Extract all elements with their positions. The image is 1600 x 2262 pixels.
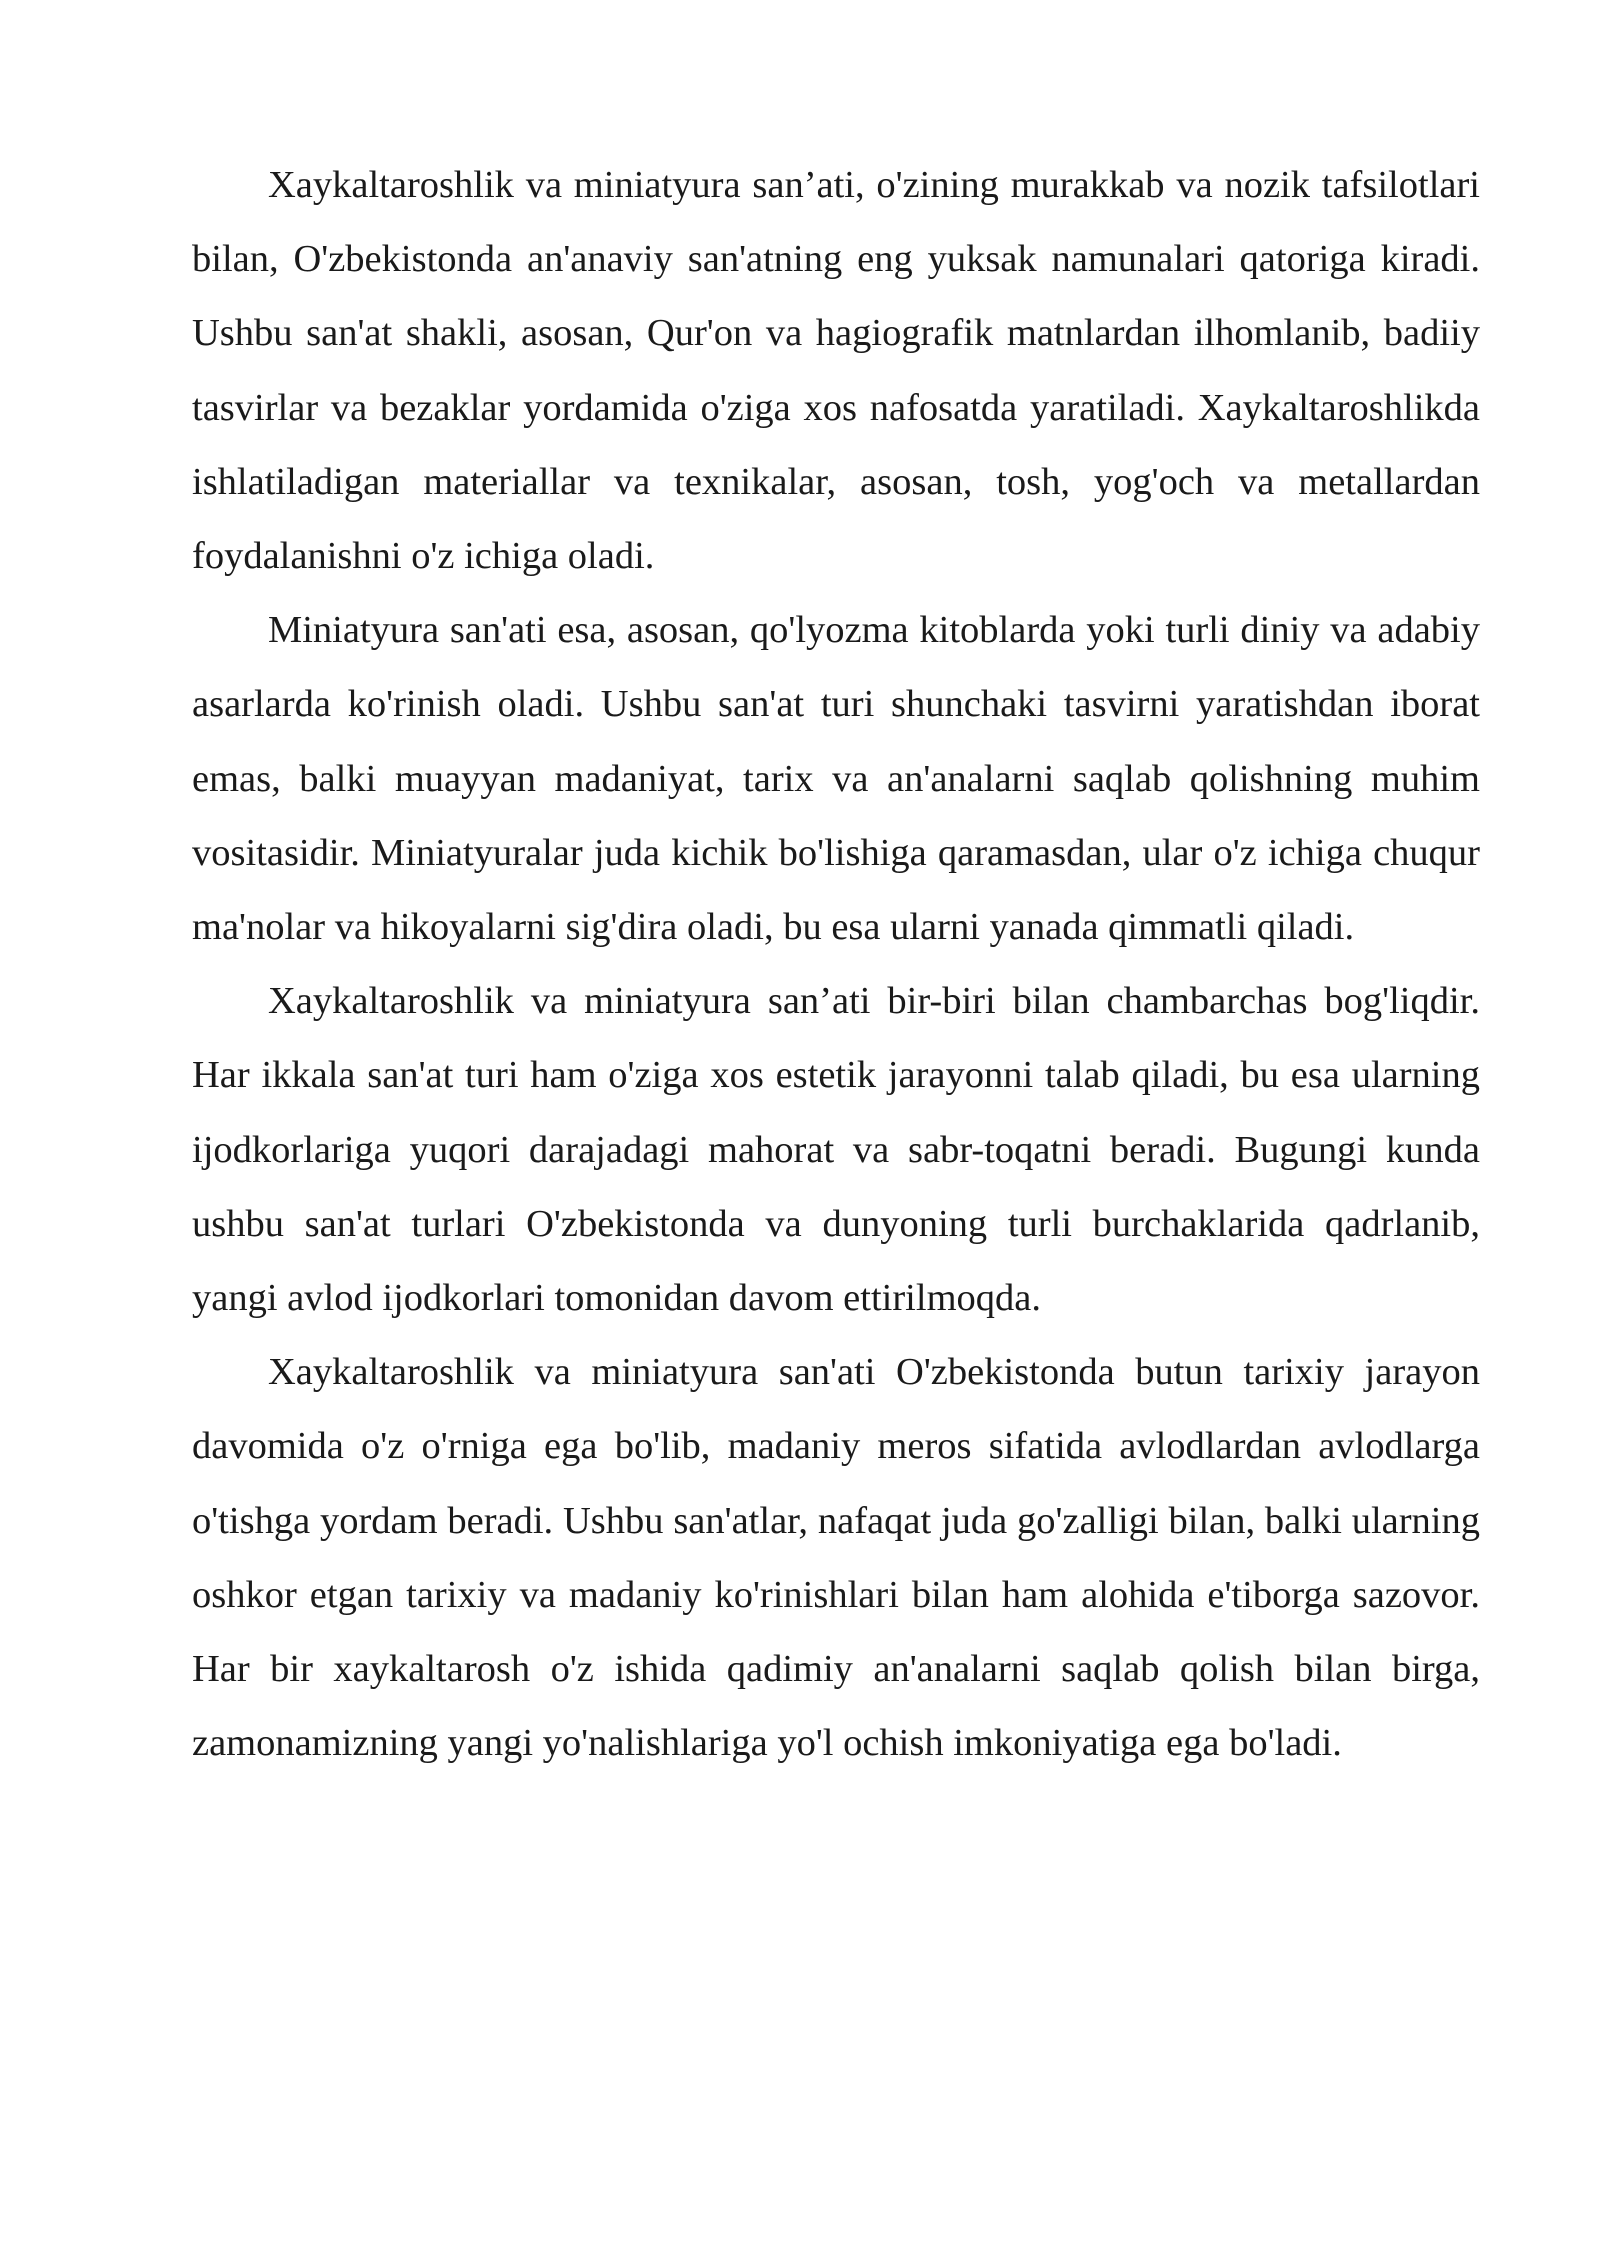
paragraph-2: Miniatyura san'ati esa, asosan, qo'lyozma kitoblarda yoki turli diniy va adabiy asarlarda ko'rinish oladi. Ushbu san'at turi shunchaki tasvirni yaratishdan iborat emas, balki muayyan madaniyat, tarix va an'analarni saqlab qolishning muhim vositasidir. Miniatyuralar juda kichik bo'lishiga qaramasdan, ular o'z ichiga chuqur ma'nolar va hikoyalarni sig'dira oladi, bu esa ularni yanada qimmatli qiladi. <box>192 609 1480 949</box>
paragraph-3: Xaykaltaroshlik va miniatyura san’ati bir-biri bilan chambarchas bog'liqdir. Har ikkala san'at turi ham o'ziga xos estetik jarayonni talab qiladi, bu esa ularning ijodkorlariga yuqori darajadagi mahorat va sabr-toqatni beradi. Bugungi kunda ushbu san'at turlari O'zbekistonda va dunyoning turli burchaklarida qadrlanib, yangi avlod ijodkorlari tomonidan davom ettirilmoqda. <box>192 980 1480 1320</box>
paragraph-4: Xaykaltaroshlik va miniatyura san'ati O'zbekistonda butun tarixiy jarayon davomida o'z o'rniga ega bo'lib, madaniy meros sifatida avlodlardan avlodlarga o'tishga yordam beradi. Ushbu san'atlar, nafaqat juda go'zalligi bilan, balki ularning oshkor etgan tarixiy va madaniy ko'rinishlari bilan ham alohida e'tiborga sazovor. Har bir xaykaltarosh o'z ishida qadimiy an'analarni saqlab qolish bilan birga, zamonamizning yangi yo'nalishlariga yo'l ochish imkoniyatiga ega bo'ladi. <box>192 1351 1480 1765</box>
paragraph-1: Xaykaltaroshlik va miniatyura san’ati, o'zining murakkab va nozik tafsilotlari bilan, O'zbekistonda an'anaviy san'atning eng yuksak namunalari qatoriga kiradi. Ushbu san'at shakli, asosan, Qur'on va hagiografik matnlardan ilhomlanib, badiiy tasvirlar va bezaklar yordamida o'ziga xos nafosatda yaratiladi. Xaykaltaroshlikda ishlatiladigan materiallar va texnikalar, asosan, tosh, yog'och va metallardan foydalanishni o'z ichiga oladi. <box>192 164 1480 578</box>
document-body <box>192 148 1480 1780</box>
